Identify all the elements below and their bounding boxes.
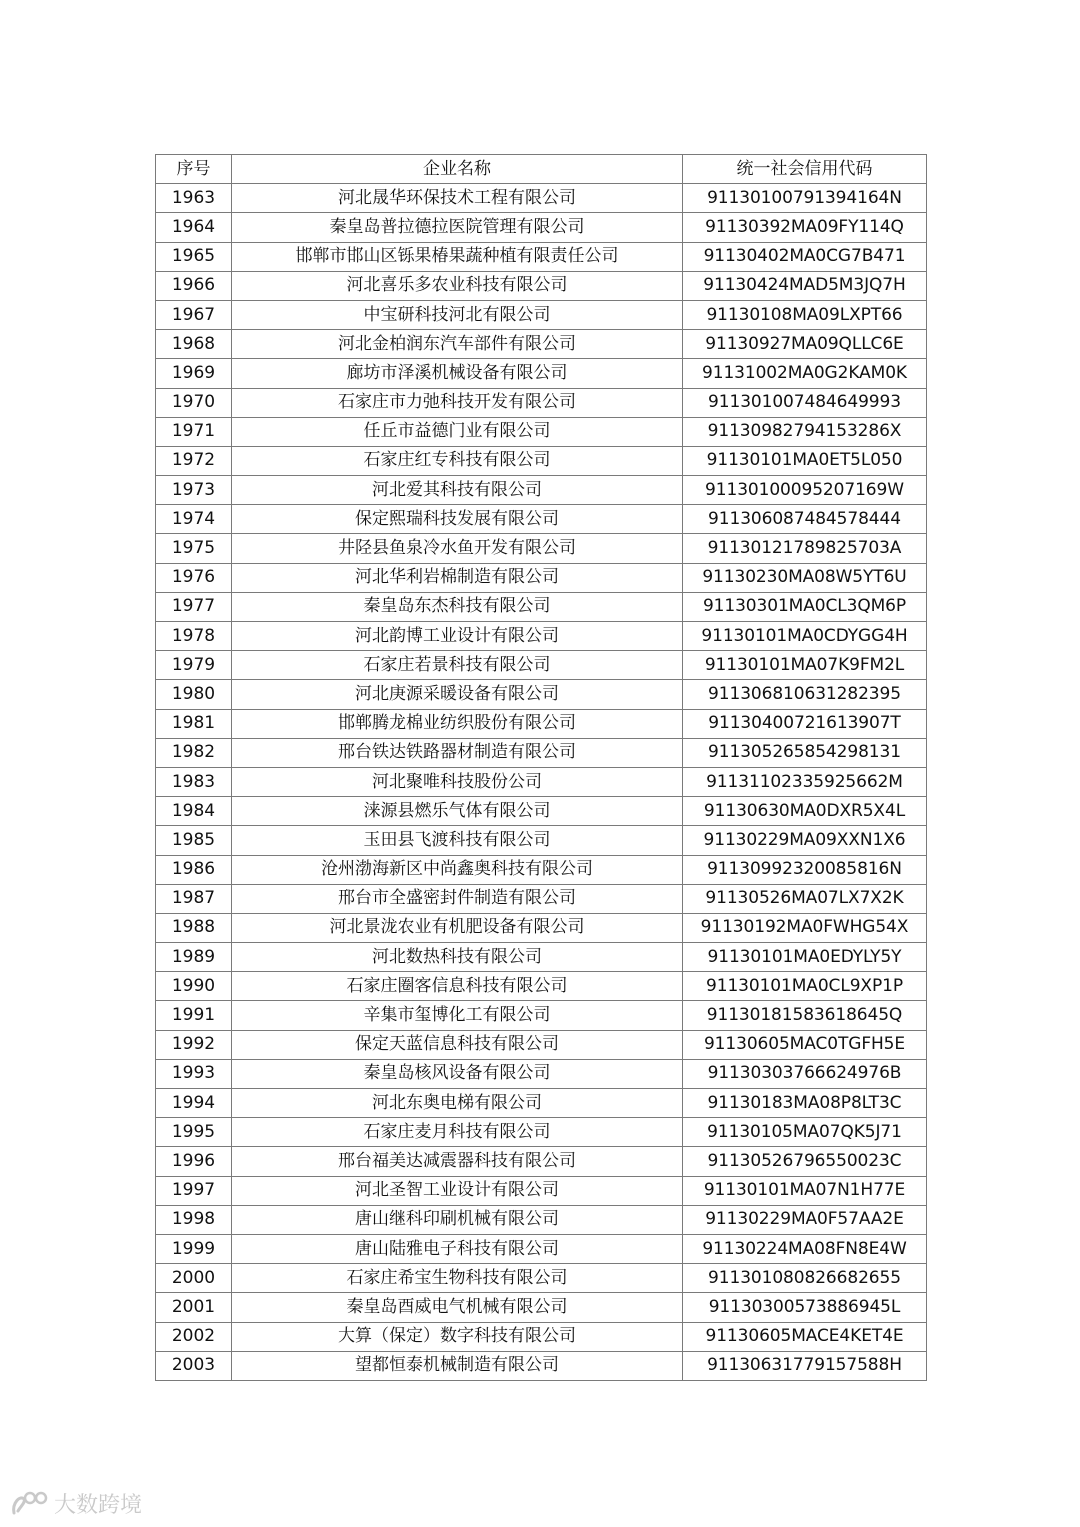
company-name-cell: 秦皇岛普拉德拉医院管理有限公司 — [232, 213, 683, 242]
seq-cell: 1974 — [156, 505, 232, 534]
seq-cell: 2001 — [156, 1293, 232, 1322]
table-row — [156, 1322, 927, 1351]
seq-cell: 1997 — [156, 1176, 232, 1205]
company-name-cell: 石家庄圈客信息科技有限公司 — [232, 972, 683, 1001]
table-row — [156, 213, 927, 242]
credit-code-cell: 91130101MA0ET5L050 — [683, 446, 927, 475]
company-name-cell: 井陉县鱼泉冷水鱼开发有限公司 — [232, 534, 683, 563]
credit-code-cell: 91130300573886945L — [683, 1293, 927, 1322]
brand-logo-icon — [10, 1489, 50, 1519]
seq-cell: 1965 — [156, 242, 232, 271]
table-row — [156, 184, 927, 213]
company-name-cell: 望都恒泰机械制造有限公司 — [232, 1351, 683, 1380]
company-name-cell: 河北韵博工业设计有限公司 — [232, 622, 683, 651]
seq-cell: 1998 — [156, 1205, 232, 1234]
seq-cell: 1990 — [156, 972, 232, 1001]
credit-code-cell: 91130927MA09QLLC6E — [683, 330, 927, 359]
company-name-cell: 唐山继科印刷机械有限公司 — [232, 1205, 683, 1234]
credit-code-cell: 91131002MA0G2KAM0K — [683, 359, 927, 388]
company-name-cell: 秦皇岛核风设备有限公司 — [232, 1059, 683, 1088]
seq-cell: 1976 — [156, 563, 232, 592]
seq-cell: 1979 — [156, 651, 232, 680]
company-name-cell: 石家庄红专科技有限公司 — [232, 446, 683, 475]
table-row — [156, 826, 927, 855]
seq-cell: 1971 — [156, 417, 232, 446]
seq-cell: 1966 — [156, 271, 232, 300]
company-name-cell: 河北聚唯科技股份公司 — [232, 767, 683, 796]
company-name-cell: 廊坊市泽溪机械设备有限公司 — [232, 359, 683, 388]
company-name-cell: 河北金柏润东汽车部件有限公司 — [232, 330, 683, 359]
company-name-cell: 邢台福美达减震器科技有限公司 — [232, 1147, 683, 1176]
seq-cell: 1982 — [156, 738, 232, 767]
credit-code-cell: 91130229MA0F57AA2E — [683, 1205, 927, 1234]
company-name-cell: 河北数热科技有限公司 — [232, 943, 683, 972]
company-name-cell: 邯郸腾龙棉业纺织股份有限公司 — [232, 709, 683, 738]
table-row — [156, 943, 927, 972]
company-name-cell: 河北庚源采暖设备有限公司 — [232, 680, 683, 709]
credit-code-cell: 91130605MACE4KET4E — [683, 1322, 927, 1351]
table-row — [156, 738, 927, 767]
credit-code-cell: 91131102335925662M — [683, 767, 927, 796]
credit-code-cell: 91130392MA09FY114Q — [683, 213, 927, 242]
company-name-cell: 保定天蓝信息科技有限公司 — [232, 1030, 683, 1059]
table-row — [156, 884, 927, 913]
company-name-cell: 玉田县飞渡科技有限公司 — [232, 826, 683, 855]
table-row — [156, 446, 927, 475]
credit-code-cell: 911301080826682655 — [683, 1264, 927, 1293]
credit-code-cell: 91130303766624976B — [683, 1059, 927, 1088]
table-row — [156, 563, 927, 592]
seq-cell: 1988 — [156, 913, 232, 942]
seq-cell: 1995 — [156, 1118, 232, 1147]
table-row — [156, 417, 927, 446]
seq-cell: 1989 — [156, 943, 232, 972]
credit-code-cell: 91130630MA0DXR5X4L — [683, 797, 927, 826]
watermark-text: 大数跨境 — [54, 1493, 143, 1518]
table-row — [156, 476, 927, 505]
credit-code-cell: 91130100095207169W — [683, 476, 927, 505]
seq-cell: 1993 — [156, 1059, 232, 1088]
credit-code-cell: 91130982794153286X — [683, 417, 927, 446]
table-row — [156, 242, 927, 271]
company-name-cell: 石家庄市力弛科技开发有限公司 — [232, 388, 683, 417]
company-name-cell: 石家庄希宝生物科技有限公司 — [232, 1264, 683, 1293]
company-name-cell: 沧州渤海新区中尚鑫奥科技有限公司 — [232, 855, 683, 884]
company-name-cell: 河北圣智工业设计有限公司 — [232, 1176, 683, 1205]
table-row — [156, 505, 927, 534]
credit-code-cell: 91130183MA08P8LT3C — [683, 1089, 927, 1118]
company-name-cell: 河北华利岩棉制造有限公司 — [232, 563, 683, 592]
table-row — [156, 1176, 927, 1205]
table-row — [156, 1059, 927, 1088]
table-row — [156, 1205, 927, 1234]
company-name-cell: 邯郸市邯山区铄果椿果蔬种植有限责任公司 — [232, 242, 683, 271]
table-row — [156, 1147, 927, 1176]
seq-cell: 1973 — [156, 476, 232, 505]
company-name-cell: 河北东奥电梯有限公司 — [232, 1089, 683, 1118]
table-row — [156, 271, 927, 300]
table-header-row — [156, 155, 927, 184]
seq-cell: 1970 — [156, 388, 232, 417]
credit-code-cell: 91130101MA0CDYGG4H — [683, 622, 927, 651]
credit-code-cell: 91130605MAC0TGFH5E — [683, 1030, 927, 1059]
seq-cell: 1991 — [156, 1001, 232, 1030]
table-row — [156, 651, 927, 680]
table-row — [156, 680, 927, 709]
seq-cell: 1977 — [156, 592, 232, 621]
credit-code-cell: 91130192MA0FWHG54X — [683, 913, 927, 942]
seq-cell: 1980 — [156, 680, 232, 709]
credit-code-cell: 91130101MA07N1H77E — [683, 1176, 927, 1205]
credit-code-cell: 91130402MA0CG7B471 — [683, 242, 927, 271]
credit-code-cell: 91130424MAD5M3JQ7H — [683, 271, 927, 300]
credit-code-cell: 91130224MA08FN8E4W — [683, 1234, 927, 1263]
company-name-cell: 唐山陆雅电子科技有限公司 — [232, 1234, 683, 1263]
credit-code-cell: 91130526796550023C — [683, 1147, 927, 1176]
seq-cell: 1975 — [156, 534, 232, 563]
seq-cell: 1963 — [156, 184, 232, 213]
header-credit-code: 统一社会信用代码 — [683, 155, 927, 184]
company-name-cell: 涞源县燃乐气体有限公司 — [232, 797, 683, 826]
table-row — [156, 330, 927, 359]
company-name-cell: 邢台铁达铁路器材制造有限公司 — [232, 738, 683, 767]
enterprise-table — [155, 154, 927, 1381]
table-row — [156, 1264, 927, 1293]
seq-cell: 1992 — [156, 1030, 232, 1059]
seq-cell: 1967 — [156, 300, 232, 329]
credit-code-cell: 91130101MA07K9FM2L — [683, 651, 927, 680]
table-row — [156, 592, 927, 621]
company-name-cell: 河北爱其科技有限公司 — [232, 476, 683, 505]
table-body — [156, 184, 927, 1381]
credit-code-cell: 91130105MA07QK5J71 — [683, 1118, 927, 1147]
credit-code-cell: 91130181583618645Q — [683, 1001, 927, 1030]
seq-cell: 1969 — [156, 359, 232, 388]
company-name-cell: 任丘市益德门业有限公司 — [232, 417, 683, 446]
table-row — [156, 1234, 927, 1263]
company-name-cell: 秦皇岛酉威电气机械有限公司 — [232, 1293, 683, 1322]
credit-code-cell: 91130101MA0CL9XP1P — [683, 972, 927, 1001]
table-row — [156, 359, 927, 388]
credit-code-cell: 91130631779157588H — [683, 1351, 927, 1380]
table-row — [156, 622, 927, 651]
seq-cell: 2002 — [156, 1322, 232, 1351]
company-name-cell: 石家庄若景科技有限公司 — [232, 651, 683, 680]
credit-code-cell: 91130526MA07LX7X2K — [683, 884, 927, 913]
company-name-cell: 邢台市全盛密封件制造有限公司 — [232, 884, 683, 913]
seq-cell: 1996 — [156, 1147, 232, 1176]
table-row — [156, 913, 927, 942]
table-row — [156, 1001, 927, 1030]
credit-code-cell: 911301007484649993 — [683, 388, 927, 417]
header-seq: 序号 — [156, 155, 232, 184]
company-name-cell: 中宝研科技河北有限公司 — [232, 300, 683, 329]
table-row — [156, 709, 927, 738]
credit-code-cell: 91130121789825703A — [683, 534, 927, 563]
seq-cell: 1985 — [156, 826, 232, 855]
credit-code-cell: 91130100791394164N — [683, 184, 927, 213]
seq-cell: 2003 — [156, 1351, 232, 1380]
table-row — [156, 855, 927, 884]
company-name-cell: 秦皇岛东杰科技有限公司 — [232, 592, 683, 621]
table-row — [156, 300, 927, 329]
company-name-cell: 辛集市玺博化工有限公司 — [232, 1001, 683, 1030]
credit-code-cell: 91130992320085816N — [683, 855, 927, 884]
seq-cell: 1994 — [156, 1089, 232, 1118]
credit-code-cell: 91130101MA0EDYLY5Y — [683, 943, 927, 972]
table-row — [156, 972, 927, 1001]
credit-code-cell: 911305265854298131 — [683, 738, 927, 767]
table-row — [156, 534, 927, 563]
table-row — [156, 1030, 927, 1059]
seq-cell: 1978 — [156, 622, 232, 651]
seq-cell: 2000 — [156, 1264, 232, 1293]
company-name-cell: 保定熙瑞科技发展有限公司 — [232, 505, 683, 534]
credit-code-cell: 911306810631282395 — [683, 680, 927, 709]
credit-code-cell: 91130301MA0CL3QM6P — [683, 592, 927, 621]
seq-cell: 1983 — [156, 767, 232, 796]
seq-cell: 1986 — [156, 855, 232, 884]
table-row — [156, 797, 927, 826]
table-row — [156, 1118, 927, 1147]
table-row — [156, 1293, 927, 1322]
credit-code-cell: 91130229MA09XXN1X6 — [683, 826, 927, 855]
credit-code-cell: 91130400721613907T — [683, 709, 927, 738]
table-row — [156, 1351, 927, 1380]
company-name-cell: 大算（保定）数字科技有限公司 — [232, 1322, 683, 1351]
table-row — [156, 1089, 927, 1118]
seq-cell: 1968 — [156, 330, 232, 359]
seq-cell: 1999 — [156, 1234, 232, 1263]
header-company-name: 企业名称 — [232, 155, 683, 184]
credit-code-cell: 91130108MA09LXPT66 — [683, 300, 927, 329]
seq-cell: 1981 — [156, 709, 232, 738]
seq-cell: 1987 — [156, 884, 232, 913]
company-name-cell: 河北喜乐多农业科技有限公司 — [232, 271, 683, 300]
table-row — [156, 388, 927, 417]
table-row — [156, 767, 927, 796]
credit-code-cell: 91130230MA08W5YT6U — [683, 563, 927, 592]
company-name-cell: 河北晟华环保技术工程有限公司 — [232, 184, 683, 213]
seq-cell: 1964 — [156, 213, 232, 242]
watermark — [10, 1488, 142, 1519]
company-name-cell: 河北景泷农业有机肥设备有限公司 — [232, 913, 683, 942]
seq-cell: 1972 — [156, 446, 232, 475]
credit-code-cell: 911306087484578444 — [683, 505, 927, 534]
company-name-cell: 石家庄麦月科技有限公司 — [232, 1118, 683, 1147]
seq-cell: 1984 — [156, 797, 232, 826]
